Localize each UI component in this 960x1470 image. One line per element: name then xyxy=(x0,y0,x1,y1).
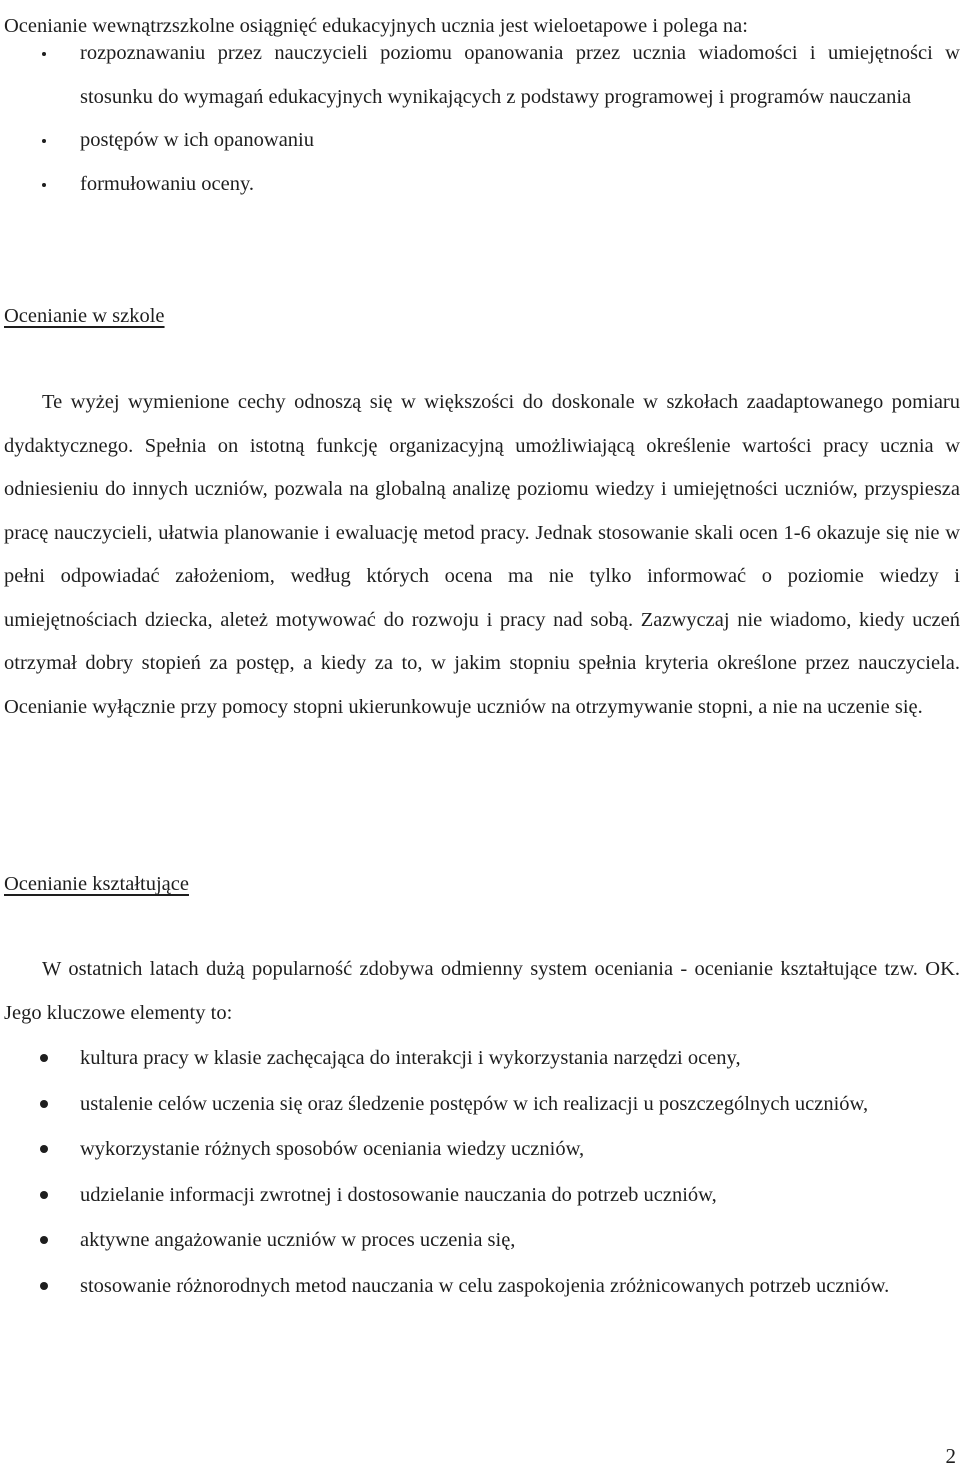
bullet-icon xyxy=(40,1054,48,1062)
assessment-stages-list xyxy=(0,32,960,206)
list-item xyxy=(0,1174,960,1218)
page-number: 2 xyxy=(945,1444,956,1468)
list-item-text: stosowanie różnorodnych metod nauczania w celu zaspokojenia zróżnicowanych potrzeb uczniów. xyxy=(80,1274,890,1297)
section-heading-school-assessment: Ocenianie w szkole xyxy=(4,305,165,327)
bullet-icon xyxy=(42,139,46,143)
list-item xyxy=(0,1037,960,1081)
bullet-icon xyxy=(42,52,46,56)
section-heading-formative-assessment: Ocenianie kształtujące xyxy=(4,873,189,895)
paragraph-formative-assessment: W ostatnich latach dużą popularność zdobywa odmienny system oceniania - ocenianie kształtujące tzw. OK. Jego kluczowe elementy to: xyxy=(4,958,960,1024)
list-item-text: udzielanie informacji zwrotnej i dostosowanie nauczania do potrzeb uczniów, xyxy=(80,1183,717,1206)
bullet-icon xyxy=(40,1191,48,1199)
list-item xyxy=(0,1128,960,1172)
bullet-icon xyxy=(40,1282,48,1290)
list-item-text: ustalenie celów uczenia się oraz śledzenie postępów w ich realizacji u poszczególnych uczniów, xyxy=(80,1092,869,1115)
list-item-text: kultura pracy w klasie zachęcająca do interakcji i wykorzystania narzędzi oceny, xyxy=(80,1047,741,1069)
list-item xyxy=(0,163,960,207)
bullet-icon xyxy=(40,1145,48,1153)
intro-text: Ocenianie wewnątrzszkolne osiągnięć edukacyjnych ucznia jest wieloetapowe i polega na: xyxy=(4,15,748,37)
list-item-text: aktywne angażowanie uczniów w proces uczenia się, xyxy=(80,1229,516,1251)
list-item xyxy=(0,119,960,163)
bullet-icon xyxy=(40,1236,48,1244)
list-item-text: formułowaniu oceny. xyxy=(80,172,255,195)
key-elements-list xyxy=(0,1037,960,1310)
list-item xyxy=(0,1219,960,1263)
list-item-text: postępów w ich opanowaniu xyxy=(80,129,314,151)
list-item xyxy=(0,1083,960,1127)
list-item xyxy=(0,1265,960,1309)
list-item xyxy=(0,32,960,119)
list-item-text: rozpoznawaniu przez nauczycieli poziomu opanowania przez ucznia wiadomości i umiejętności w stosunku do wymagań edukacyjnych wynikających z podstawy programowej i programów nauczania xyxy=(80,42,960,108)
list-item-text: wykorzystanie różnych sposobów oceniania wiedzy uczniów, xyxy=(80,1138,585,1160)
bullet-icon xyxy=(42,183,46,187)
paragraph-school-assessment: Te wyżej wymienione cechy odnoszą się w większości do doskonale w szkołach zaadaptowanego pomiaru dydaktycznego. Spełnia on istotną funkcję organizacyjną umożliwiającą określenie wartości pracy ucznia w odniesieniu do innych uczniów, pozwala na globalną analizę poziomu wiedzy i umiejętności uczniów, przyspiesza pracę nauczycieli, ułatwia planowanie i ewaluację metod pracy. Jednak stosowanie skali ocen 1-6 okazuje się nie w pełni odpowiadać założeniom, według których ocena ma nie tylko informować o poziomie wiedzy i umiejętnościach dziecka, aleteż motywować do rozwoju i pracy nad sobą. Zazwyczaj nie wiadomo, kiedy uczeń otrzymał dobry stopień za postęp, a kiedy za to, w jakim stopniu spełnia kryteria określone przez nauczyciela. Ocenianie wyłącznie przy pomocy stopni ukierunkowuje uczniów na otrzymywanie stopni, a nie na uczenie się. xyxy=(4,391,960,718)
bullet-icon xyxy=(40,1100,48,1108)
